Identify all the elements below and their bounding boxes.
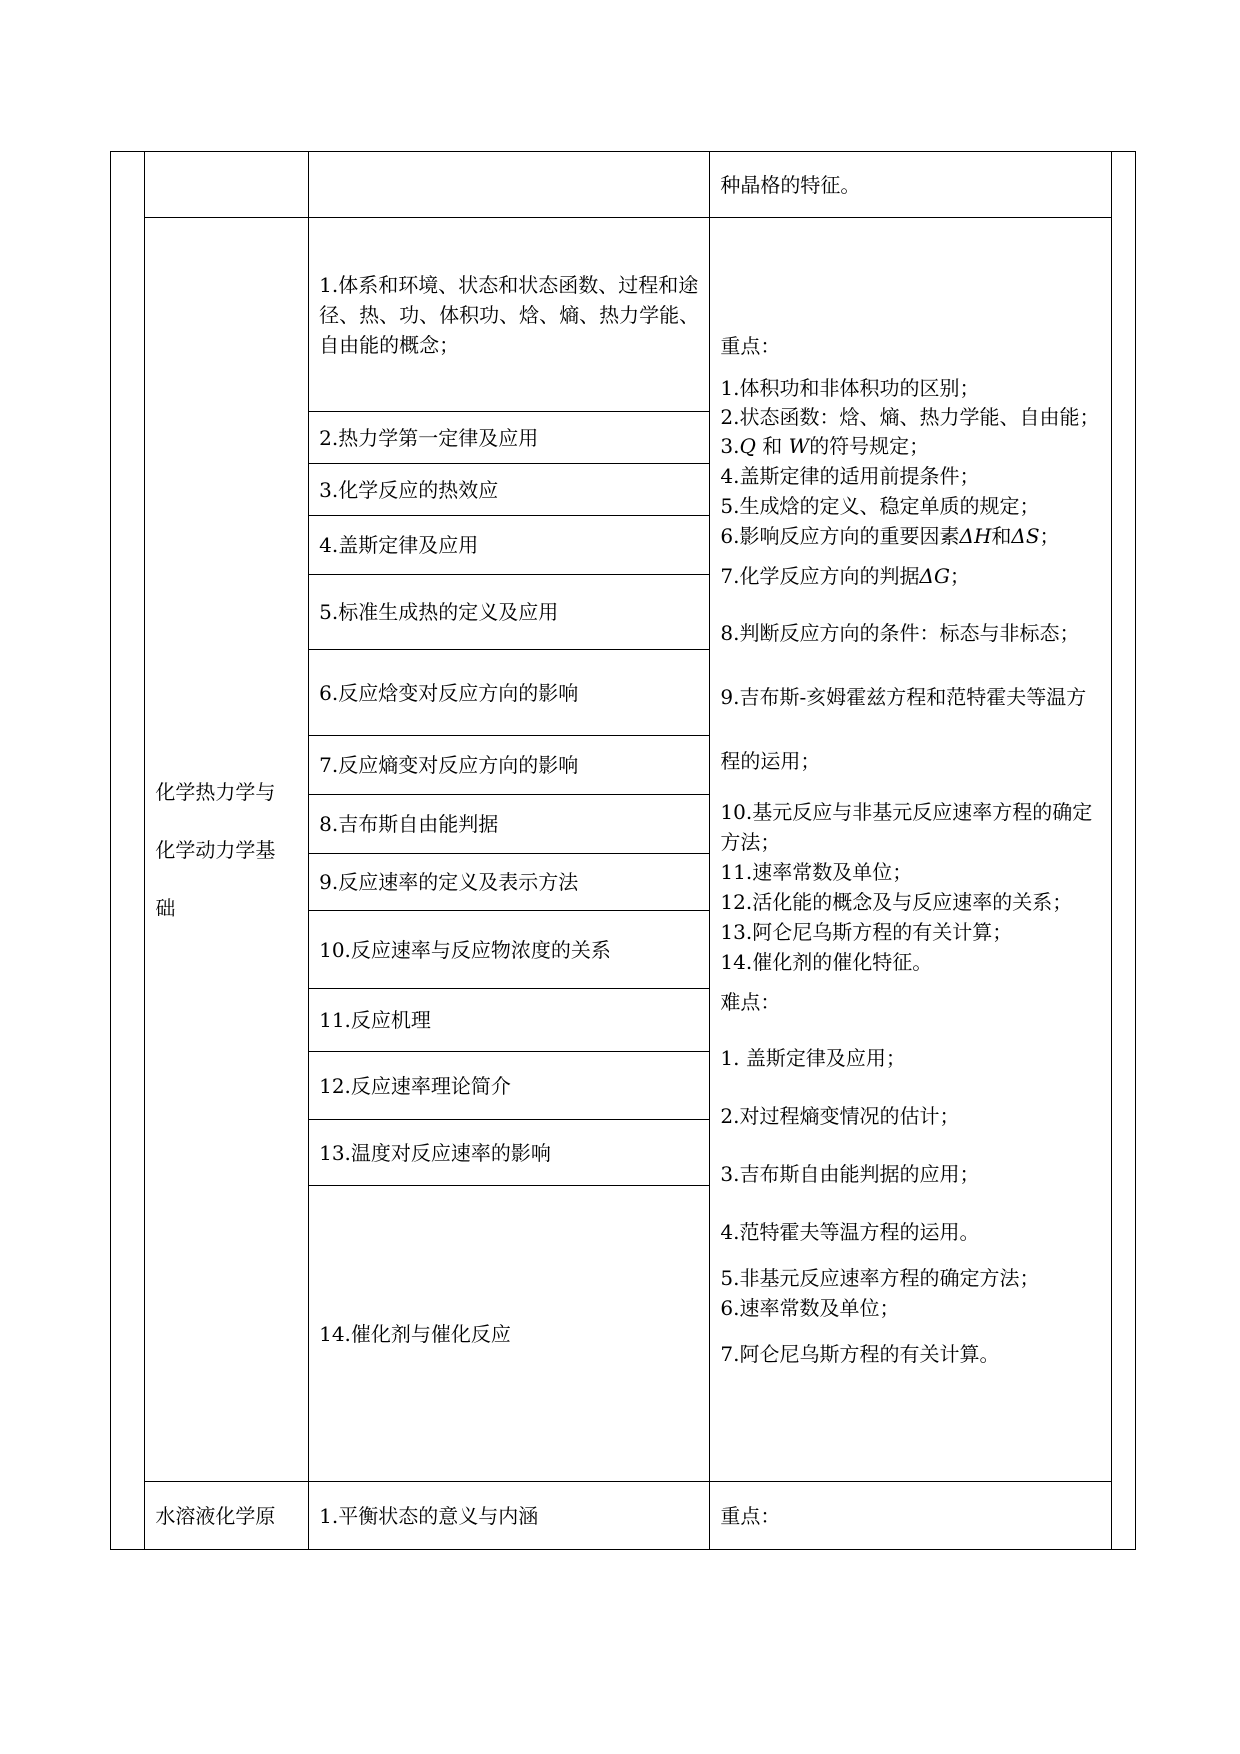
right-gutter-cell bbox=[1111, 152, 1135, 1550]
topic-cell: 5.标准生成热的定义及应用 bbox=[309, 575, 710, 650]
topic-cell: 7.反应熵变对反应方向的影响 bbox=[309, 736, 710, 795]
key-point-and: 和 bbox=[762, 433, 783, 458]
topic-cell: 6.反应焓变对反应方向的影响 bbox=[309, 650, 710, 736]
key-point-suffix: ； bbox=[1039, 523, 1060, 548]
key-point bbox=[720, 431, 1100, 461]
topic-cell: 1.平衡状态的意义与内涵 bbox=[309, 1482, 710, 1550]
topic-cell-empty bbox=[309, 152, 710, 218]
topic-cell: 2.热力学第一定律及应用 bbox=[309, 412, 710, 464]
requirement-cell-continuation: 种晶格的特征。 bbox=[710, 152, 1111, 218]
table-row-continuation bbox=[111, 152, 1136, 218]
difficult-point: 1. 盖斯定律及应用； bbox=[720, 1045, 906, 1070]
key-point-suffix: ； bbox=[949, 563, 970, 588]
topic-cell: 4.盖斯定律及应用 bbox=[309, 516, 710, 575]
table-row bbox=[111, 1482, 1136, 1550]
key-point: 13.阿仑尼乌斯方程的有关计算； bbox=[720, 919, 1013, 944]
key-point bbox=[720, 561, 1100, 591]
section-line: 化学动力学基 bbox=[155, 837, 276, 862]
section-cell-water: 水溶液化学原 bbox=[145, 1482, 309, 1550]
key-point-suffix: 的符号规定； bbox=[809, 433, 930, 458]
difficult-point: 7.阿仑尼乌斯方程的有关计算。 bbox=[720, 1341, 1000, 1366]
topic-cell: 3.化学反应的热效应 bbox=[309, 464, 710, 516]
topic-cell: 9.反应速率的定义及表示方法 bbox=[309, 854, 710, 911]
section-cell-empty bbox=[145, 152, 309, 218]
key-point: 10.基元反应与非基元反应速率方程的确定方法； bbox=[720, 799, 1093, 854]
key-point-prefix: 3. bbox=[720, 433, 740, 458]
difficult-point: 3.吉布斯自由能判据的应用； bbox=[720, 1161, 980, 1186]
key-point-prefix: 7.化学反应方向的判据 bbox=[720, 563, 920, 588]
key-label: 重点： bbox=[720, 333, 781, 358]
topic-cell: 1.体系和环境、状态和状态函数、过程和途径、热、功、体积功、焓、熵、热力学能、自由能的概念； bbox=[309, 218, 710, 412]
difficult-point: 5.非基元反应速率方程的确定方法； bbox=[720, 1265, 1040, 1290]
key-point: 14.催化剂的催化特征。 bbox=[720, 949, 933, 974]
difficult-point: 6.速率常数及单位； bbox=[720, 1295, 900, 1320]
key-point: 4.盖斯定律的适用前提条件； bbox=[720, 463, 980, 488]
difficult-label: 难点： bbox=[720, 989, 781, 1014]
key-point-prefix: 6.影响反应方向的重要因素 bbox=[720, 523, 960, 548]
topic-cell: 10.反应速率与反应物浓度的关系 bbox=[309, 911, 710, 989]
table-row bbox=[111, 218, 1136, 412]
topic-cell: 12.反应速率理论简介 bbox=[309, 1052, 710, 1120]
key-point: 9.吉布斯-亥姆霍兹方程和范特霍夫等温方程的运用； bbox=[720, 684, 1087, 773]
symbol-delta-h: ΔH bbox=[959, 523, 992, 548]
key-point: 12.活化能的概念及与反应速率的关系； bbox=[720, 889, 1073, 914]
section-cell-thermo bbox=[145, 218, 309, 1482]
key-point: 11.速率常数及单位； bbox=[720, 859, 913, 884]
key-point: 5.生成焓的定义、稳定单质的规定； bbox=[720, 493, 1040, 518]
difficult-point: 4.范特霍夫等温方程的运用。 bbox=[720, 1219, 980, 1244]
key-point-and: 和 bbox=[991, 523, 1012, 548]
topic-cell: 13.温度对反应速率的影响 bbox=[309, 1120, 710, 1186]
section-line: 础 bbox=[155, 895, 176, 920]
section-line: 化学热力学与 bbox=[155, 779, 276, 804]
key-point bbox=[720, 521, 1100, 551]
key-point: 8.判断反应方向的条件：标态与非标态； bbox=[720, 620, 1080, 645]
symbol-w: W bbox=[788, 433, 810, 458]
topic-cell: 8.吉布斯自由能判据 bbox=[309, 795, 710, 854]
key-point: 1.体积功和非体积功的区别； bbox=[720, 375, 980, 400]
syllabus-table bbox=[110, 151, 1136, 1550]
key-point: 2.状态函数：焓、熵、热力学能、自由能； bbox=[720, 404, 1100, 429]
symbol-delta-s: ΔS bbox=[1011, 523, 1040, 548]
topic-cell: 11.反应机理 bbox=[309, 989, 710, 1052]
requirement-cell-water: 重点： bbox=[710, 1482, 1111, 1550]
left-gutter-cell bbox=[111, 152, 145, 1550]
requirement-cell-thermo bbox=[710, 218, 1111, 1482]
difficult-point: 2.对过程熵变情况的估计； bbox=[720, 1103, 960, 1128]
symbol-delta-g: ΔG bbox=[919, 563, 950, 588]
symbol-q: Q bbox=[739, 433, 756, 458]
topic-cell: 14.催化剂与催化反应 bbox=[309, 1186, 710, 1482]
